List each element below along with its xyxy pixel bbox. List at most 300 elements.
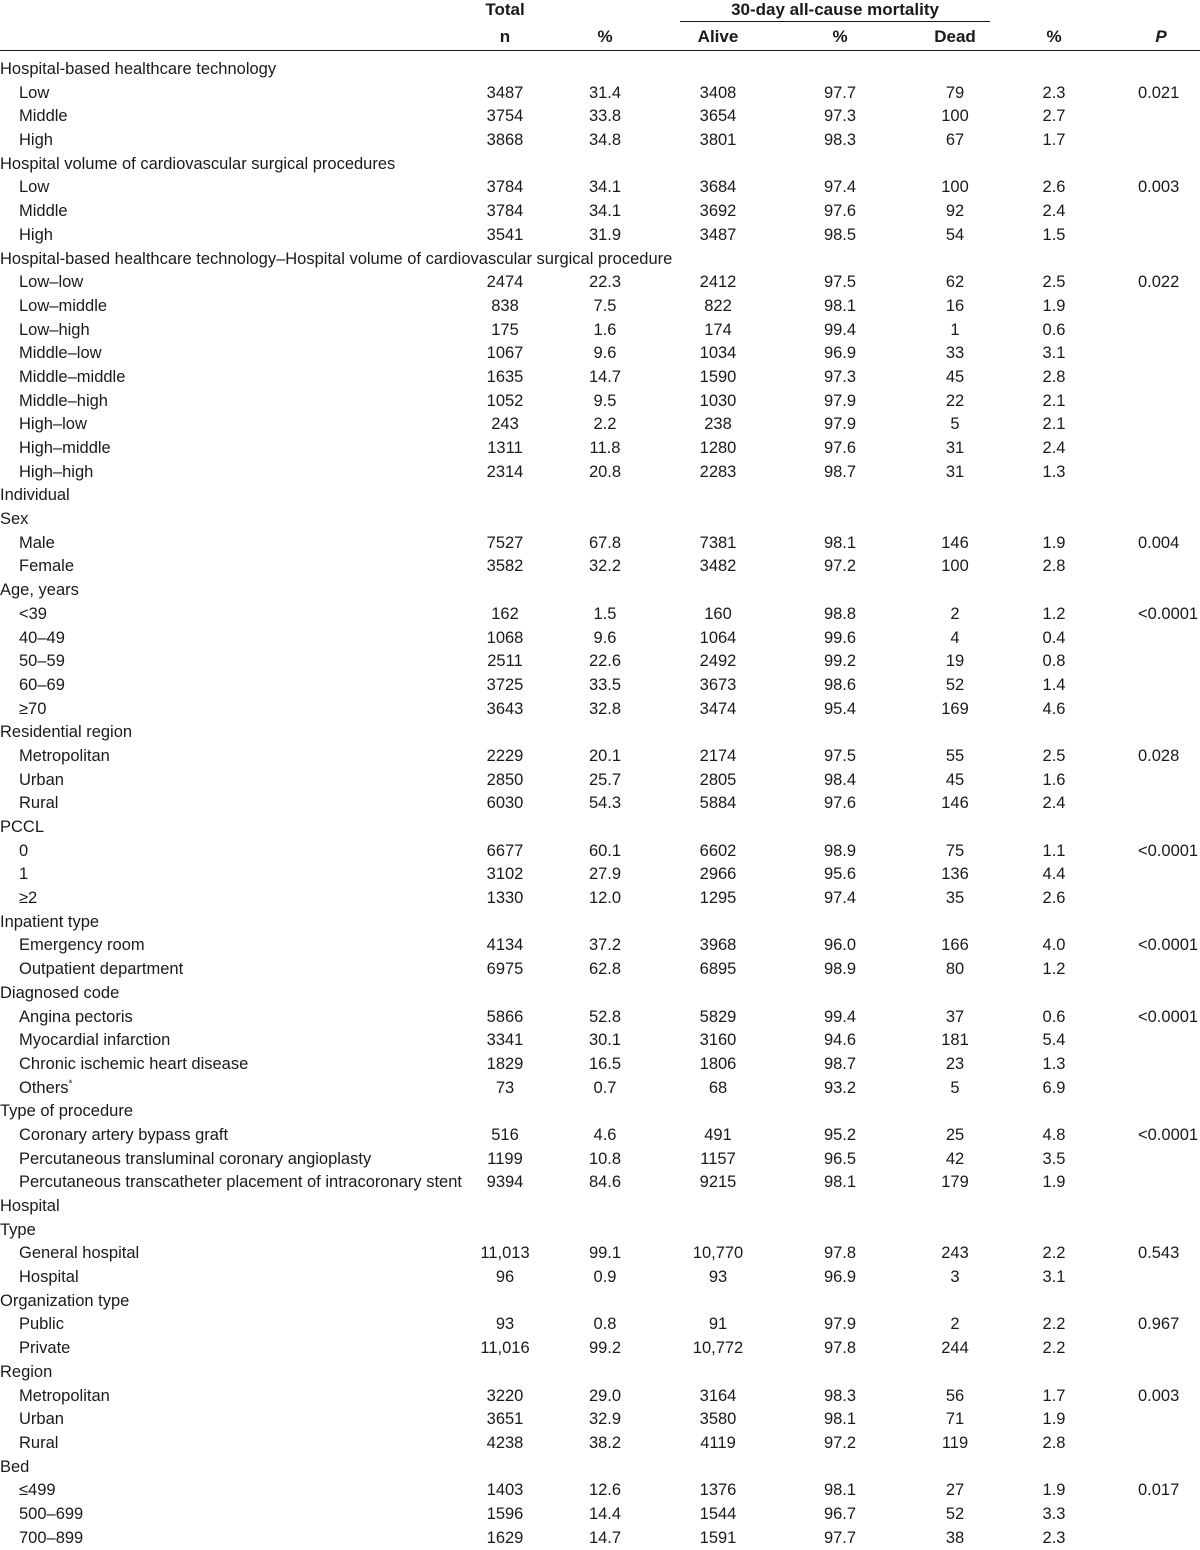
row-label <box>0 721 132 745</box>
cell-alive-pct: 97.5 <box>823 273 857 292</box>
row-label-text: Hospital-based healthcare technology–Hospital volume of cardiovascular surgical procedure <box>0 249 673 268</box>
cell-pct: 52.8 <box>588 1007 622 1026</box>
row-label <box>19 1006 133 1030</box>
row-label-text: Myocardial infarction <box>19 1031 171 1050</box>
row-label <box>19 887 37 911</box>
section-heading-row <box>0 484 1200 508</box>
cell-dead: 79 <box>945 83 965 102</box>
row-label-text: PCCL <box>0 818 45 836</box>
cell-p-value: 0.003 <box>1138 1386 1180 1405</box>
cell-dead: 5 <box>950 1078 960 1097</box>
cell-n: 2850 <box>486 770 524 789</box>
cell-pct: 67.8 <box>588 533 622 552</box>
table-row <box>0 1503 1200 1527</box>
row-label-text: Hospital <box>19 1268 79 1287</box>
cell-p-value: 0.004 <box>1138 533 1180 552</box>
row-label-text: Hospital volume of cardiovascular surgical procedures <box>0 154 396 173</box>
cell-dead-pct: 2.2 <box>1042 1315 1066 1334</box>
group-divider <box>680 21 990 22</box>
cell-n: 6677 <box>486 841 524 860</box>
table-header <box>0 0 1200 48</box>
cell-pct: 0.7 <box>593 1078 617 1097</box>
cell-n: 93 <box>495 1315 515 1334</box>
row-label <box>19 390 108 414</box>
table-row <box>0 887 1200 911</box>
cell-dead-pct: 1.2 <box>1042 960 1066 979</box>
row-label-text: Residential region <box>0 723 133 742</box>
cell-alive: 174 <box>704 320 732 339</box>
table-row <box>0 1337 1200 1361</box>
cell-n: 2229 <box>486 746 524 765</box>
table-row <box>0 1242 1200 1266</box>
cell-pct: 99.1 <box>588 1244 622 1263</box>
row-label-text: Bed <box>0 1457 30 1476</box>
cell-pct: 31.4 <box>588 83 622 102</box>
cell-n: 3868 <box>486 131 524 150</box>
table-row <box>0 413 1200 437</box>
cell-alive-pct: 97.7 <box>823 1528 857 1547</box>
row-label <box>19 1171 462 1195</box>
row-label <box>0 911 99 935</box>
table-row <box>0 224 1200 248</box>
header-alive-pct: % <box>832 27 848 46</box>
cell-dead-pct: 1.4 <box>1042 675 1066 694</box>
header-pct: % <box>597 27 613 46</box>
row-label-text: Metropolitan <box>19 1386 110 1405</box>
row-label-text: Organization type <box>0 1291 130 1310</box>
section-heading-row <box>0 1195 1200 1219</box>
cell-pct: 9.6 <box>593 344 617 363</box>
cell-alive-pct: 97.8 <box>823 1339 857 1358</box>
cell-dead-pct: 0.4 <box>1042 628 1066 647</box>
cell-alive: 3801 <box>699 131 737 150</box>
cell-n: 2314 <box>486 462 524 481</box>
cell-alive-pct: 97.2 <box>823 1433 857 1452</box>
cell-pct: 20.1 <box>588 746 622 765</box>
cell-alive: 4119 <box>700 1433 736 1452</box>
table-row <box>0 958 1200 982</box>
section-heading-row <box>0 911 1200 935</box>
cell-pct: 34.8 <box>588 131 622 150</box>
cell-dead: 5 <box>950 415 960 434</box>
cell-pct: 32.2 <box>588 557 622 576</box>
table-row <box>0 1432 1200 1456</box>
cell-pct: 62.8 <box>588 960 622 979</box>
cell-dead-pct: 2.8 <box>1042 1433 1066 1452</box>
cell-dead-pct: 1.5 <box>1042 225 1066 244</box>
cell-n: 11,013 <box>480 1244 530 1263</box>
row-label-text: Low <box>19 83 50 102</box>
row-label <box>0 1361 52 1385</box>
cell-pct: 27.9 <box>588 865 622 884</box>
row-label-text: Low–middle <box>19 296 108 315</box>
cell-alive-pct: 98.9 <box>823 960 857 979</box>
row-label-text: ≥2 <box>19 889 38 908</box>
cell-pct: 29.0 <box>588 1386 622 1405</box>
cell-dead-pct: 2.4 <box>1042 202 1066 221</box>
row-label <box>19 627 65 651</box>
cell-pct: 7.5 <box>593 296 617 315</box>
header-n: n <box>499 27 511 46</box>
row-label <box>19 674 65 698</box>
header-mortality: 30-day all-cause mortality <box>731 0 939 19</box>
cell-alive-pct: 98.1 <box>823 533 857 552</box>
cell-alive: 3474 <box>699 699 737 718</box>
cell-dead: 25 <box>945 1125 965 1144</box>
cell-pct: 30.1 <box>588 1031 622 1050</box>
row-label <box>19 366 125 390</box>
row-label-text: Urban <box>19 770 64 789</box>
cell-n: 2474 <box>486 273 524 292</box>
cell-dead-pct: 1.9 <box>1042 1481 1066 1500</box>
cell-p-value: 0.021 <box>1138 83 1180 102</box>
cell-dead: 80 <box>945 960 965 979</box>
cell-alive: 3160 <box>699 1031 737 1050</box>
cell-alive: 1034 <box>699 344 737 363</box>
cell-dead-pct: 2.6 <box>1042 889 1066 908</box>
cell-dead: 67 <box>945 131 965 150</box>
cell-alive-pct: 97.6 <box>823 794 857 813</box>
cell-dead: 3 <box>950 1268 960 1287</box>
cell-n: 9394 <box>486 1173 524 1192</box>
row-label <box>19 769 64 793</box>
cell-n: 1829 <box>486 1054 524 1073</box>
cell-n: 11,016 <box>480 1339 530 1358</box>
row-label-text: Female <box>19 557 75 576</box>
table-row <box>0 129 1200 153</box>
cell-alive-pct: 97.6 <box>823 439 857 457</box>
cell-dead-pct: 2.1 <box>1042 415 1066 434</box>
cell-pct: 60.1 <box>588 841 622 860</box>
section-heading-row <box>0 1100 1200 1124</box>
cell-alive: 1806 <box>699 1054 737 1073</box>
row-label-text: 60–69 <box>19 675 65 694</box>
cell-n: 3651 <box>486 1410 524 1429</box>
row-label-text: Age, years <box>0 581 79 600</box>
cell-n: 3220 <box>486 1386 524 1405</box>
cell-alive-pct: 97.2 <box>823 557 857 576</box>
table-row <box>0 1053 1200 1077</box>
cell-pct: 4.6 <box>593 1125 617 1144</box>
cell-pct: 84.6 <box>588 1173 622 1192</box>
cell-alive: 3487 <box>699 225 737 244</box>
cell-p-value: <0.0001 <box>1138 604 1199 623</box>
cell-alive: 1064 <box>699 628 737 647</box>
cell-alive: 7381 <box>699 533 737 552</box>
row-label <box>19 1408 64 1432</box>
cell-pct: 14.4 <box>588 1504 622 1523</box>
row-label-text: Individual <box>0 486 70 505</box>
cell-dead: 71 <box>945 1410 965 1429</box>
table-row <box>0 769 1200 793</box>
table-row <box>0 1408 1200 1432</box>
row-label <box>19 745 110 769</box>
cell-alive: 68 <box>708 1078 728 1097</box>
cell-n: 1311 <box>487 439 523 457</box>
cell-alive: 3580 <box>699 1410 737 1429</box>
cell-dead: 33 <box>945 344 965 363</box>
cell-alive-pct: 95.2 <box>823 1125 857 1144</box>
cell-alive-pct: 98.9 <box>823 841 857 860</box>
cell-alive-pct: 98.1 <box>823 1173 857 1192</box>
cell-n: 1067 <box>486 344 524 363</box>
cell-pct: 0.8 <box>593 1315 617 1334</box>
row-label-text: Public <box>19 1315 64 1334</box>
cell-pct: 33.8 <box>588 107 622 126</box>
cell-dead: 62 <box>945 273 965 292</box>
cell-p-value: 0.967 <box>1138 1315 1180 1334</box>
cell-dead-pct: 2.1 <box>1042 391 1066 410</box>
row-label-text: Middle <box>19 202 68 221</box>
section-heading-row <box>0 1219 1200 1243</box>
row-label <box>0 982 119 1006</box>
cell-alive-pct: 97.4 <box>823 178 857 197</box>
row-label-text: General hospital <box>19 1244 140 1263</box>
header-p: P <box>1155 27 1167 46</box>
table-row <box>0 1006 1200 1030</box>
cell-alive: 2966 <box>699 865 737 884</box>
row-label-text: Metropolitan <box>19 746 110 765</box>
cell-alive-pct: 99.4 <box>823 320 857 339</box>
row-label <box>0 1219 36 1243</box>
cell-n: 4238 <box>486 1433 524 1452</box>
row-label <box>0 1290 129 1314</box>
table-row <box>0 1029 1200 1053</box>
row-label-text: Urban <box>19 1410 64 1429</box>
row-label-text: ≤499 <box>19 1481 56 1500</box>
row-label <box>19 1266 79 1290</box>
table-row <box>0 603 1200 627</box>
cell-alive-pct: 98.4 <box>823 770 857 789</box>
cell-pct: 0.9 <box>593 1268 617 1287</box>
cell-p-value: <0.0001 <box>1138 1125 1199 1144</box>
table-row <box>0 792 1200 816</box>
row-label-text: Rural <box>19 1433 59 1452</box>
row-label <box>19 200 68 224</box>
cell-alive: 1157 <box>700 1149 736 1168</box>
cell-alive-pct: 95.6 <box>823 865 857 884</box>
cell-alive-pct: 97.6 <box>823 202 857 221</box>
section-heading-row <box>0 1361 1200 1385</box>
row-label-text: Middle–high <box>19 391 108 410</box>
cell-n: 243 <box>491 415 519 434</box>
cell-alive: 91 <box>708 1315 728 1334</box>
row-label-text: Emergency room <box>19 936 145 955</box>
cell-alive-pct: 93.2 <box>823 1078 857 1097</box>
table-row <box>0 650 1200 674</box>
cell-n: 3541 <box>486 225 524 244</box>
row-label <box>19 603 47 627</box>
cell-alive: 238 <box>704 415 732 434</box>
table-row <box>0 105 1200 129</box>
cell-n: 5866 <box>486 1007 524 1026</box>
table-row <box>0 745 1200 769</box>
cell-pct: 11.8 <box>589 439 621 457</box>
cell-alive-pct: 98.8 <box>823 604 857 623</box>
row-label <box>19 437 111 461</box>
cell-dead: 2 <box>950 604 960 623</box>
cell-alive: 1376 <box>699 1481 737 1500</box>
row-label <box>19 532 55 556</box>
row-label-text: Hospital <box>0 1197 60 1215</box>
cell-n: 838 <box>491 296 519 315</box>
cell-dead-pct: 5.4 <box>1042 1031 1066 1050</box>
table-row <box>0 437 1200 461</box>
cell-pct: 22.3 <box>588 273 622 292</box>
row-label-text: ≥70 <box>19 699 47 718</box>
row-label-text: Coronary artery bypass graft <box>19 1125 229 1144</box>
cell-n: 1199 <box>487 1149 523 1168</box>
row-label-text: <39 <box>19 604 47 623</box>
cell-alive-pct: 96.9 <box>823 344 857 363</box>
row-label <box>19 1148 371 1172</box>
row-label-text: Percutaneous transluminal coronary angioplasty <box>19 1149 372 1168</box>
cell-p-value: 0.543 <box>1138 1244 1180 1263</box>
row-label-text: Male <box>19 533 55 552</box>
row-label <box>19 650 65 674</box>
cell-dead-pct: 4.6 <box>1042 699 1066 718</box>
cell-dead-pct: 1.9 <box>1042 533 1066 552</box>
table-row <box>0 627 1200 651</box>
table-row <box>0 532 1200 556</box>
cell-dead: 27 <box>945 1481 965 1500</box>
row-label <box>0 508 28 532</box>
table-row <box>0 390 1200 414</box>
row-label-text: Rural <box>19 794 59 813</box>
cell-dead-pct: 4.8 <box>1042 1125 1066 1144</box>
cell-alive-pct: 98.7 <box>823 1054 857 1073</box>
cell-dead-pct: 2.2 <box>1042 1339 1066 1358</box>
cell-dead: 31 <box>945 462 965 481</box>
cell-dead-pct: 1.2 <box>1042 604 1066 623</box>
cell-pct: 54.3 <box>588 794 622 813</box>
cell-alive: 93 <box>708 1268 728 1287</box>
cell-pct: 99.2 <box>588 1339 622 1358</box>
row-label <box>19 295 107 319</box>
cell-dead-pct: 0.8 <box>1042 652 1066 671</box>
cell-n: 1596 <box>486 1504 524 1523</box>
cell-alive: 6895 <box>699 960 737 979</box>
row-label-text: Region <box>0 1362 53 1381</box>
cell-dead-pct: 2.5 <box>1042 746 1066 765</box>
cell-n: 6975 <box>486 960 524 979</box>
row-label-text: High–middle <box>19 439 111 457</box>
cell-alive: 822 <box>704 296 732 315</box>
cell-dead: 100 <box>941 557 969 576</box>
cell-n: 4134 <box>486 936 524 955</box>
cell-dead-pct: 1.9 <box>1042 296 1066 315</box>
cell-dead-pct: 2.2 <box>1042 1244 1066 1263</box>
row-label-text: Sex <box>0 510 29 529</box>
cell-alive-pct: 99.6 <box>823 628 857 647</box>
cell-pct: 34.1 <box>588 202 622 221</box>
cell-dead-pct: 0.6 <box>1042 320 1066 339</box>
cell-p-value: 0.017 <box>1138 1481 1180 1500</box>
row-label <box>19 224 53 248</box>
row-label <box>19 792 58 816</box>
cell-alive: 5884 <box>699 794 737 813</box>
cell-dead-pct: 1.1 <box>1042 841 1066 860</box>
row-label <box>19 958 183 982</box>
row-label-text: Private <box>19 1339 71 1358</box>
cell-alive-pct: 96.9 <box>823 1268 857 1287</box>
cell-dead-pct: 2.5 <box>1042 273 1066 292</box>
cell-alive: 1295 <box>699 889 737 908</box>
row-label-text: 1 <box>19 865 29 884</box>
row-label <box>19 319 90 343</box>
table-row <box>0 1527 1200 1550</box>
cell-dead: 22 <box>945 391 965 410</box>
cell-pct: 20.8 <box>588 462 622 481</box>
cell-n: 3341 <box>486 1031 524 1050</box>
cell-dead: 23 <box>945 1054 965 1073</box>
row-label <box>19 1479 56 1503</box>
cell-dead: 146 <box>941 533 969 552</box>
row-label <box>19 105 68 129</box>
cell-dead-pct: 2.4 <box>1042 794 1066 813</box>
row-label <box>0 248 672 272</box>
cell-alive-pct: 98.1 <box>823 1481 857 1500</box>
cell-alive: 3684 <box>699 178 737 197</box>
cell-dead-pct: 3.3 <box>1042 1504 1066 1523</box>
cell-pct: 2.2 <box>593 415 617 434</box>
cell-alive-pct: 96.0 <box>823 936 857 955</box>
cell-alive-pct: 96.5 <box>823 1149 857 1168</box>
cell-pct: 9.6 <box>593 628 617 647</box>
cell-pct: 16.5 <box>588 1054 622 1073</box>
row-label <box>0 153 395 177</box>
row-label <box>19 82 49 106</box>
cell-dead-pct: 3.5 <box>1042 1149 1066 1168</box>
cell-pct: 12.0 <box>588 889 622 908</box>
cell-n: 96 <box>495 1268 515 1287</box>
cell-n: 3102 <box>486 865 524 884</box>
cell-alive: 2805 <box>699 770 737 789</box>
cell-alive: 9215 <box>699 1173 737 1192</box>
cell-dead: 45 <box>945 770 965 789</box>
section-heading-row <box>0 721 1200 745</box>
cell-alive-pct: 97.9 <box>823 1315 857 1334</box>
row-label <box>19 863 28 887</box>
row-label-text: Others <box>19 1078 69 1097</box>
row-label <box>0 1100 133 1124</box>
cell-dead: 52 <box>945 1504 965 1523</box>
cell-alive-pct: 97.8 <box>823 1244 857 1263</box>
cell-alive: 3654 <box>699 107 737 126</box>
cell-dead: 2 <box>950 1315 960 1334</box>
row-label <box>0 484 70 508</box>
row-label-text: Angina pectoris <box>19 1007 133 1026</box>
cell-alive: 1590 <box>699 367 737 386</box>
cell-dead-pct: 2.3 <box>1042 1528 1066 1547</box>
cell-dead: 42 <box>945 1149 965 1168</box>
cell-alive-pct: 94.6 <box>823 1031 857 1050</box>
row-label <box>19 1337 70 1361</box>
row-label-text: Type of procedure <box>0 1102 133 1121</box>
row-label-text: 50–59 <box>19 652 65 671</box>
cell-dead: 45 <box>945 367 965 386</box>
cell-dead: 92 <box>945 202 965 221</box>
row-label <box>19 176 49 200</box>
table-row <box>0 366 1200 390</box>
row-label <box>19 1432 58 1456</box>
table-row <box>0 674 1200 698</box>
cell-n: 6030 <box>486 794 524 813</box>
cell-alive-pct: 97.3 <box>823 107 857 126</box>
cell-n: 3784 <box>486 202 524 221</box>
cell-dead-pct: 2.8 <box>1042 367 1066 386</box>
table-row <box>0 1385 1200 1409</box>
